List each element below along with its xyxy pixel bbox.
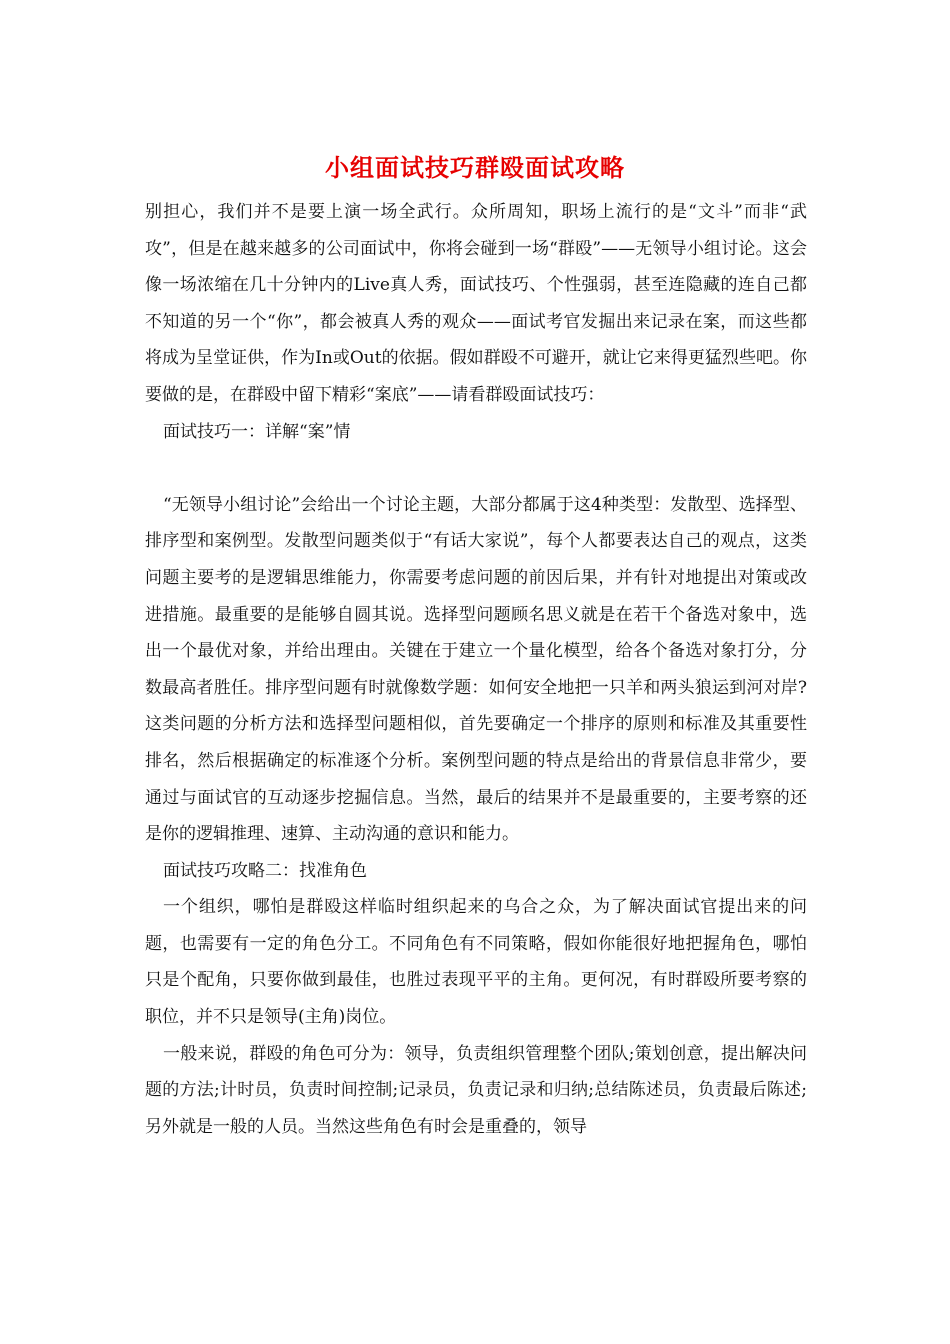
- section-1-paragraph: “无领导小组讨论”会给出一个讨论主题，大部分都属于这4种类型：发散型、选择型、排序型和案例型。发散型问题类似于“有话大家说”，每个人都要表达自己的观点，这类问题主要考的是逻辑思维能力，你需要考虑问题的前因后果，并有针对地提出对策或改进措施。最重要的是能够自圆其说。选择型问题顾名思义就是在若干个备选对象中，选出一个最优对象，并给出理由。关键在于建立一个量化模型，给各个备选对象打分，分数最高者胜任。排序型问题有时就像数学题：如何安全地把一只羊和两头狼运到河对岸?这类问题的分析方法和选择型问题相似，首先要确定一个排序的原则和标准及其重要性排名，然后根据确定的标准逐个分析。案例型问题的特点是给出的背景信息非常少，要通过与面试官的互动逐步挖掘信息。当然，最后的结果并不是最重要的，主要考察的还是你的逻辑推理、速算、主动沟通的意识和能力。: [145, 494, 807, 845]
- section-heading-1: 面试技巧一：详解“案”情: [163, 421, 351, 442]
- blank-line: [145, 450, 807, 487]
- section-heading-2: 面试技巧攻略二：找准角色: [163, 860, 367, 881]
- document-body: [145, 194, 807, 1145]
- document-title: 小组面试技巧群殴面试攻略: [325, 153, 625, 182]
- intro-paragraph: 别担心，我们并不是要上演一场全武行。众所周知，职场上流行的是“文斗”而非“武攻”，但是在越来越多的公司面试中，你将会碰到一场“群殴”——无领导小组讨论。这会像一场浓缩在几十分钟内的Live真人秀，面试技巧、个性强弱，甚至连隐藏的连自己都不知道的另一个“你”，都会被真人秀的观众——面试考官发掘出来记录在案，而这些都将成为呈堂证供，作为In或Out的依据。假如群殴不可避开，就让它来得更猛烈些吧。你要做的是，在群殴中留下精彩“案底”——请看群殴面试技巧：: [145, 202, 807, 405]
- section-2-paragraph-1: 一个组织，哪怕是群殴这样临时组织起来的乌合之众，为了解决面试官提出来的问题，也需要有一定的角色分工。不同角色有不同策略，假如你能很好地把握角色，哪怕只是个配角，只要你做到最佳，也胜过表现平平的主角。更何况，有时群殴所要考察的职位，并不只是领导(主角)岗位。: [145, 897, 807, 1028]
- section-2-paragraph-2: 一般来说，群殴的角色可分为：领导，负责组织管理整个团队;策划创意，提出解决问题的方法;计时员，负责时间控制;记录员，负责记录和归纳;总结陈述员，负责最后陈述;另外就是一般的人员。当然这些角色有时会是重叠的，领导: [145, 1043, 807, 1137]
